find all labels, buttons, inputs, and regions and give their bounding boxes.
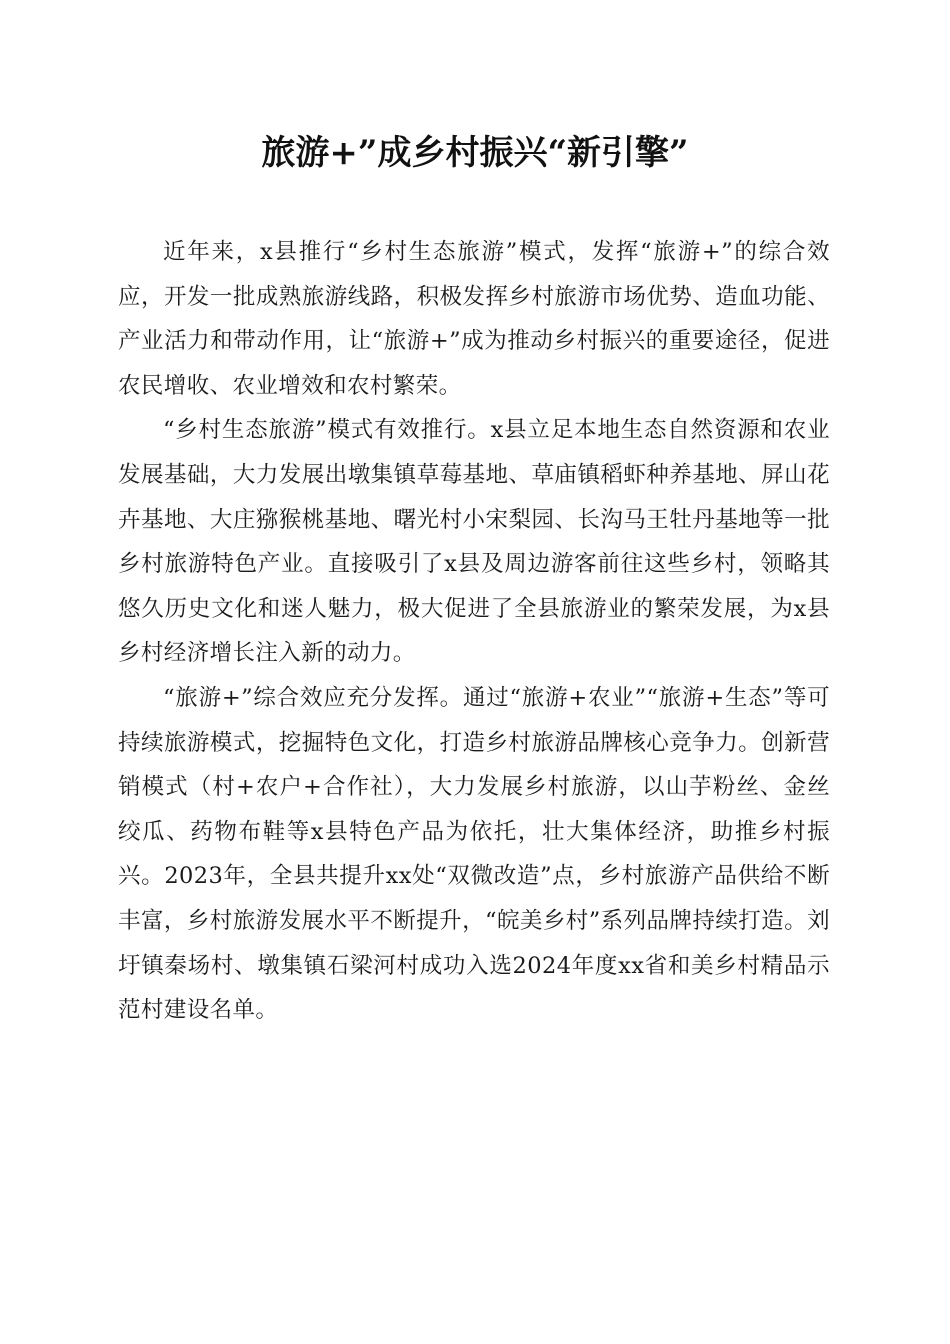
paragraph-tourism-plus: “旅游+”综合效应充分发挥。通过“旅游+农业”“旅游+生态”等可持续旅游模式，挖掘特色文化，打造乡村旅游品牌核心竞争力。创新营销模式（村+农户+合作社），大力发展乡村旅游，以山芋粉丝、金丝绞瓜、药物布鞋等x县特色产品为依托，壮大集体经济，助推乡村振兴。2023年，全县共提升xx处“双微改造”点，乡村旅游产品供给不断丰富，乡村旅游发展水平不断提升，“皖美乡村”系列品牌持续打造。刘圩镇秦场村、墩集镇石梁河村成功入选2024年度xx省和美乡村精品示范村建设名单。	[118, 684, 830, 1024]
document-body	[118, 230, 830, 1033]
document-title: 旅游+”成乡村振兴“新引擎”	[261, 133, 689, 173]
paragraph-intro: 近年来，x县推行“乡村生态旅游”模式，发挥“旅游+”的综合效应，开发一批成熟旅游线路，积极发挥乡村旅游市场优势、造血功能、产业活力和带动作用，让“旅游+”成为推动乡村振兴的重要途径，促进农民增收、农业增效和农村繁荣。	[118, 239, 830, 399]
paragraph-eco-tourism: “乡村生态旅游”模式有效推行。x县立足本地生态自然资源和农业发展基础，大力发展出墩集镇草莓基地、草庙镇稻虾种养基地、屏山花卉基地、大庄猕猴桃基地、曙光村小宋梨园、长沟马王牡丹基地等一批乡村旅游特色产业。直接吸引了x县及周边游客前往这些乡村，领略其悠久历史文化和迷人魅力，极大促进了全县旅游业的繁荣发展，为x县乡村经济增长注入新的动力。	[118, 417, 830, 667]
